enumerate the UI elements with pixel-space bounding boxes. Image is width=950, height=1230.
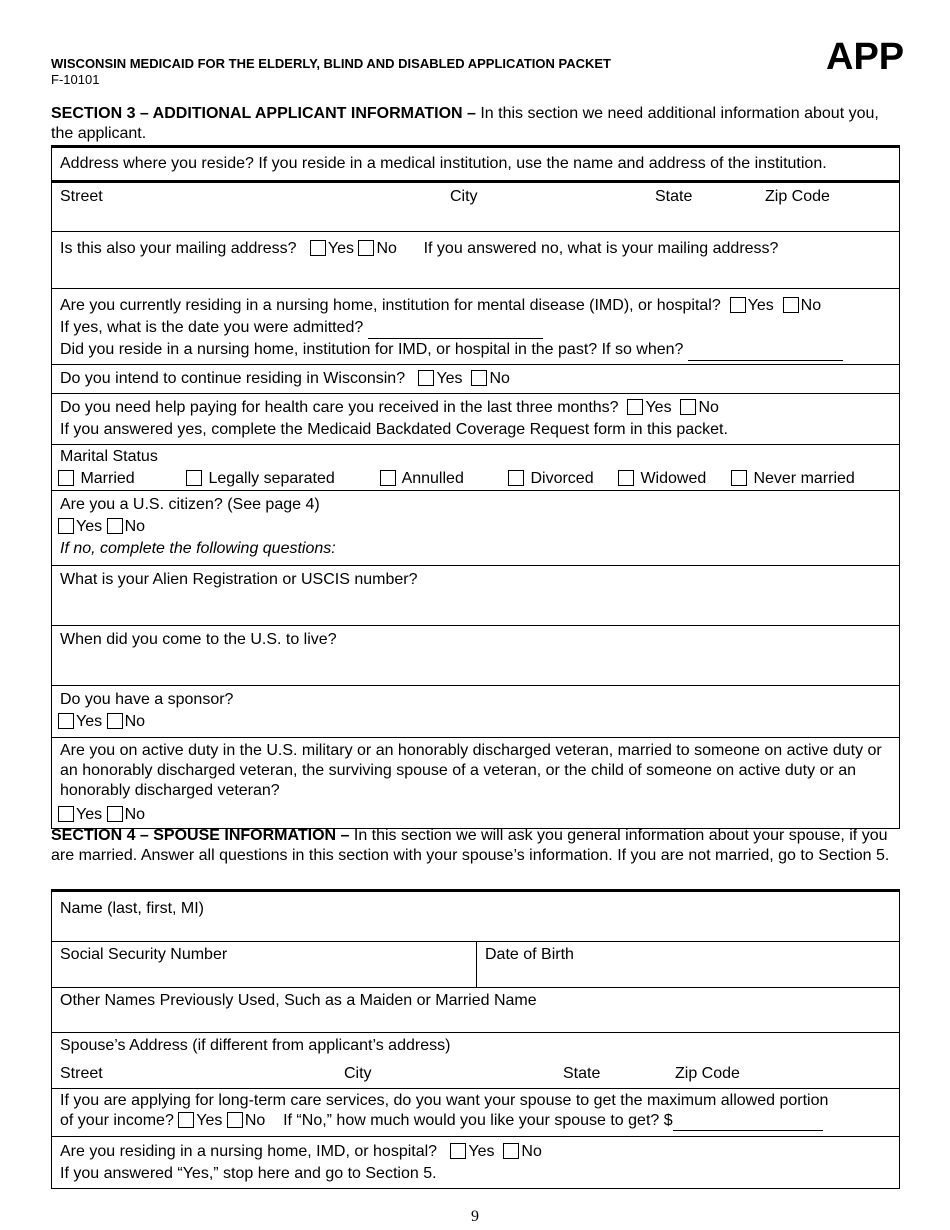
section4-intro: In this section we will ask you general information about your spouse, if you are married. Answer all questions in this section with your spouse’s information. If you are not married, go to Section 5. [51,827,890,864]
sponsor-no-checkbox[interactable] [107,713,123,729]
sponsor-question: Do you have a sponsor? [60,691,234,708]
help-yes-label: Yes [645,399,672,416]
spouse-dob-field[interactable] [477,942,900,988]
citizen-yes-checkbox[interactable] [58,518,74,534]
marital-label: Marital Status [60,448,158,465]
mailing-followup: If you answered no, what is your mailing address? [423,240,779,257]
separated-checkbox[interactable] [186,470,202,486]
past-question: Did you reside in a nursing home, institution for IMD, or hospital in the past? If so when? [60,341,684,358]
sponsor-yes-checkbox[interactable] [58,713,74,729]
section4-table [51,889,900,1189]
ltc-yes-checkbox[interactable] [178,1112,194,1128]
nursing-no-label: No [800,297,822,314]
ltc-question: If you are applying for long-term care services, do you want your spouse to get the maximum allowed portion [60,1092,829,1109]
mailing-no-checkbox[interactable] [358,240,374,256]
spouse-city-label: City [344,1065,372,1082]
residing-no-label: No [521,1143,542,1160]
mailing-yes-label: Yes [327,240,355,257]
admitted-date-field[interactable] [368,320,543,339]
help-no-checkbox[interactable] [680,399,696,415]
spouse-ssn-field[interactable] [52,942,477,988]
annulled-label: Annulled [401,470,464,487]
past-date-field[interactable] [688,342,843,361]
mailing-question: Is this also your mailing address? [60,240,297,257]
ltc-followup: If “No,” how much would you like your spouse to get? $ [283,1112,673,1129]
state-label: State [655,188,693,205]
nursing-yes-label: Yes [747,297,774,314]
citizen-row [52,491,900,566]
spouse-address-label: Spouse’s Address (if different from applicant’s address) [60,1037,451,1054]
section3-intro: In this section we need additional information about you, the applicant. [51,105,879,142]
nursing-question: Are you currently residing in a nursing home, institution for mental disease (IMD), or hospital? [60,297,721,314]
help-question: Do you need help paying for health care you received in the last three months? [60,399,619,416]
residing-yes-label: Yes [468,1143,495,1160]
street-label: Street [60,188,103,205]
sponsor-yes-label: Yes [76,713,103,730]
citizen-yes-label: Yes [76,518,103,535]
mailing-yes-checkbox[interactable] [310,240,326,256]
spouse-name-label: Name (last, first, MI) [60,900,205,917]
never-married-checkbox[interactable] [731,470,747,486]
spouse-street-label: Street [60,1065,103,1082]
help-no-label: No [698,399,719,416]
military-question: Are you on active duty in the U.S. military or an honorably discharged veteran, married to someone on active duty or an honorably discharged veteran, the surviving spouse of a veteran, or the child of someone on active duty or an honorably discharged veteran? [60,742,882,799]
spouse-state-label: State [563,1065,601,1082]
residing-followup: If you answered “Yes,” stop here and go to Section 5. [60,1165,437,1182]
residence-address-field[interactable] [52,182,900,232]
section3-title [51,104,903,144]
spouse-address-field[interactable] [52,1033,900,1089]
alien-number-field[interactable] [52,566,900,626]
ltc-question-2: of your income? [60,1112,174,1129]
zip-label: Zip Code [765,188,830,205]
ltc-no-checkbox[interactable] [227,1112,243,1128]
spouse-residing-row [52,1137,900,1189]
spouse-dob-label: Date of Birth [485,946,574,963]
app-label: APP [826,36,905,78]
married-checkbox[interactable] [58,470,74,486]
citizen-question: Are you a U.S. citizen? (See page 4) [60,496,320,513]
wisconsin-no-checkbox[interactable] [471,370,487,386]
ltc-row [52,1089,900,1137]
arrival-question: When did you come to the U.S. to live? [60,631,337,648]
military-no-label: No [124,806,146,823]
city-label: City [450,188,478,205]
residing-question: Are you residing in a nursing home, IMD, or hospital? [60,1143,438,1160]
wisconsin-question: Do you intend to continue residing in Wisconsin? [60,370,406,387]
nursing-yes-checkbox[interactable] [730,297,746,313]
section3-table [51,145,900,829]
mailing-address-row [52,232,900,289]
admitted-question: If yes, what is the date you were admitted? [60,319,364,336]
ltc-amount-field[interactable] [673,1114,823,1131]
military-no-checkbox[interactable] [107,806,123,822]
married-label: Married [80,470,135,487]
nursing-no-checkbox[interactable] [783,297,799,313]
help-followup: If you answered yes, complete the Medicaid Backdated Coverage Request form in this packet. [60,421,728,438]
citizen-no-checkbox[interactable] [107,518,123,534]
nursing-home-row [52,289,900,365]
wisconsin-row [52,365,900,394]
wisconsin-yes-label: Yes [436,370,463,387]
military-yes-checkbox[interactable] [58,806,74,822]
ltc-no-label: No [244,1112,266,1129]
section4-heading: SECTION 4 – SPOUSE INFORMATION – [51,827,350,844]
spouse-other-names-field[interactable] [52,988,900,1033]
widowed-checkbox[interactable] [618,470,634,486]
spouse-ssn-label: Social Security Number [60,946,228,963]
marital-status-row [52,445,900,491]
sponsor-row [52,686,900,738]
annulled-checkbox[interactable] [380,470,396,486]
divorced-label: Divorced [530,470,594,487]
help-yes-checkbox[interactable] [627,399,643,415]
wisconsin-yes-checkbox[interactable] [418,370,434,386]
section3-heading: SECTION 3 – ADDITIONAL APPLICANT INFORMATION – [51,105,476,122]
divorced-checkbox[interactable] [508,470,524,486]
spouse-other-names-label: Other Names Previously Used, Such as a Maiden or Married Name [60,992,537,1009]
spouse-name-field[interactable] [52,891,900,942]
spouse-zip-label: Zip Code [675,1065,740,1082]
military-row [52,738,900,829]
widowed-label: Widowed [640,470,707,487]
mailing-no-label: No [376,240,397,257]
help-paying-row [52,394,900,445]
section4-title [51,826,903,866]
residence-prompt: Address where you reside? If you reside in a medical institution, use the name and address of the institution. [52,147,900,182]
arrival-date-field[interactable] [52,626,900,686]
citizen-followup: If no, complete the following questions: [60,540,336,557]
residing-no-checkbox[interactable] [503,1143,519,1159]
form-title: WISCONSIN MEDICAID FOR THE ELDERLY, BLIND AND DISABLED APPLICATION PACKET [51,56,611,71]
military-yes-label: Yes [76,806,103,823]
separated-label: Legally separated [208,470,335,487]
citizen-no-label: No [124,518,146,535]
form-number: F-10101 [51,72,100,87]
never-married-label: Never married [753,470,855,487]
alien-question: What is your Alien Registration or USCIS number? [60,571,418,588]
residing-yes-checkbox[interactable] [450,1143,466,1159]
wisconsin-no-label: No [489,370,510,387]
sponsor-no-label: No [124,713,146,730]
ltc-yes-label: Yes [196,1112,223,1129]
page-number: 9 [471,1208,479,1225]
